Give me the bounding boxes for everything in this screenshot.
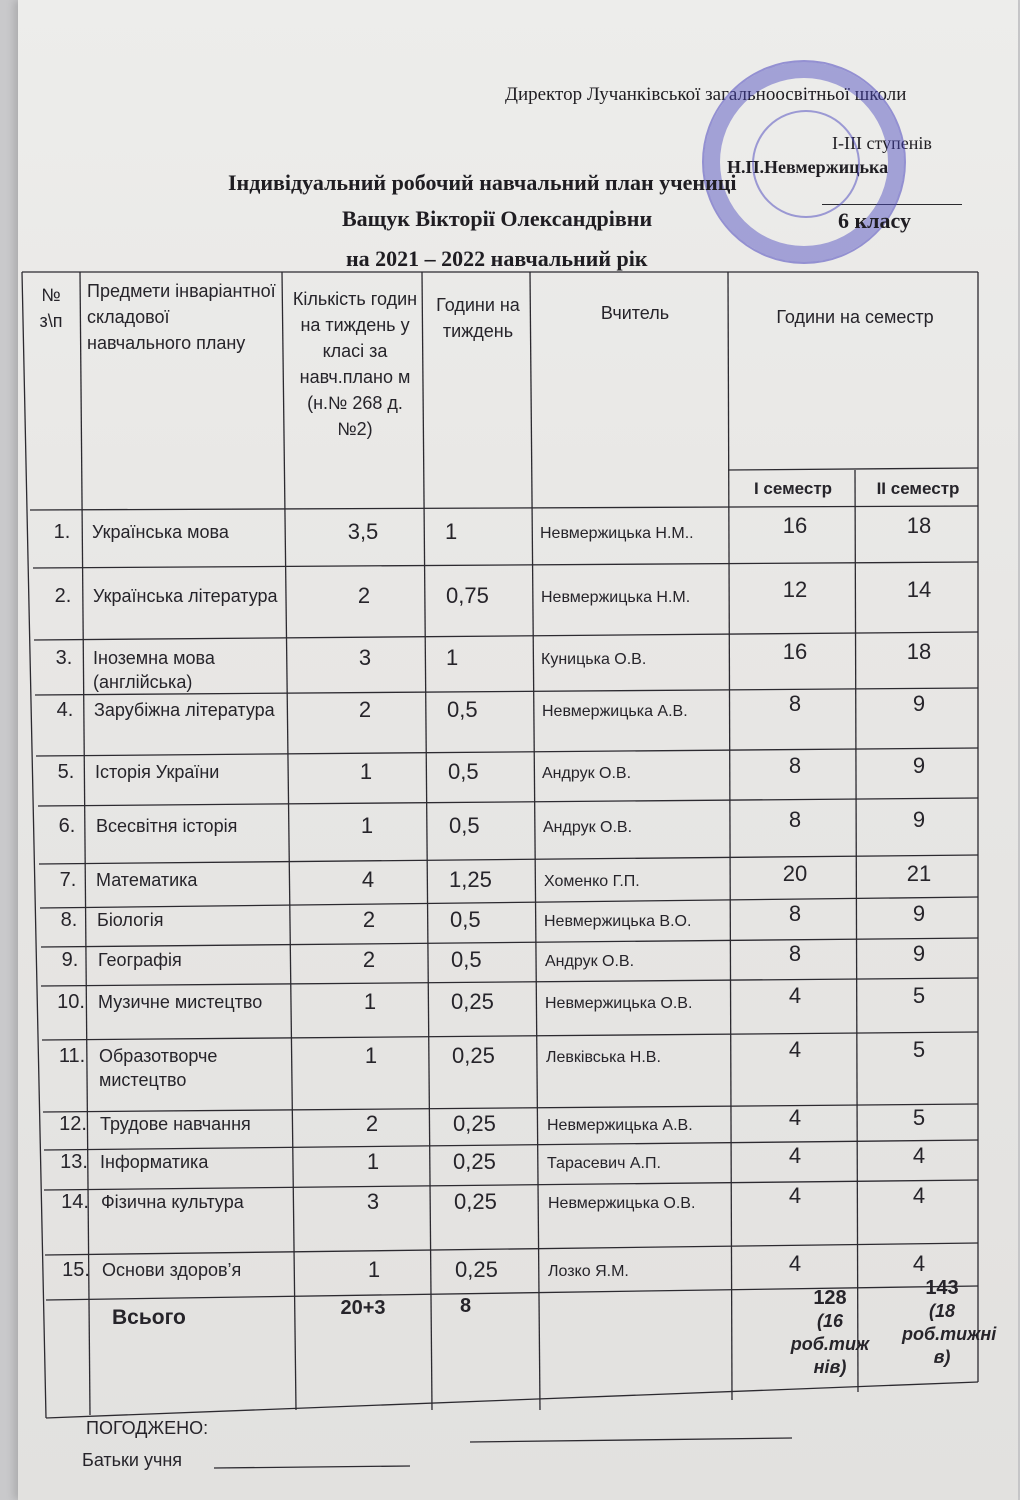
row-plan-hours: 1 [366,1149,380,1174]
row-semester-1: 4 [788,1105,802,1130]
row-semester-1: 16 [782,513,808,538]
row-number: 6. [58,815,76,837]
row-semester-1: 8 [788,753,802,778]
row-number: 5. [57,761,75,783]
row-plan-hours: 2 [357,583,371,608]
row-teacher: Куницька О.В. [541,651,647,668]
row-semester-2: 9 [912,753,926,778]
row-semester-2: 18 [906,639,932,664]
row-week-hours: 0,25 [452,1043,495,1068]
row-teacher: Невмержицька О.В. [545,995,693,1012]
director-name: Н.П.Невмержицька [727,157,889,177]
total-sem2-note: (18 роб.тижні в) [902,1301,997,1367]
row-semester-2: 9 [912,901,926,926]
row-semester-1: 4 [788,983,802,1008]
row-week-hours: 1 [446,645,459,670]
row-subject: Музичне мистецтво [98,992,263,1012]
row-teacher: Андрук О.В. [542,765,632,782]
row-subject: Іноземна мова (англійська) [93,648,215,692]
total-sem1-note: (16 роб.тиж нів) [790,1311,870,1377]
row-semester-1: 12 [782,577,808,602]
row-number: 3. [55,647,73,669]
total-sem1: 128 [813,1287,847,1309]
row-plan-hours: 2 [365,1111,379,1136]
row-subject: Українська література [93,586,278,606]
row-semester-2: 14 [906,577,932,602]
school-level: І-ІІІ ступенів [832,133,932,153]
row-teacher: Андрук О.В. [543,819,633,836]
row-week-hours: 0,5 [449,813,480,838]
row-number: 9. [61,949,79,971]
student-name: Ващук Вікторії Олександрівни [342,206,653,231]
row-subject: Зарубіжна література [94,700,275,720]
total-label: Всього [112,1306,186,1329]
row-number: 12. [59,1113,87,1135]
row-week-hours: 1,25 [449,867,492,892]
row-subject: Історія України [95,762,220,782]
row-plan-hours: 1 [363,989,377,1014]
row-semester-1: 4 [788,1037,802,1062]
row-subject: Образотворче мистецтво [99,1046,218,1090]
header-semester-1: І семестр [753,479,833,498]
row-number: 13. [60,1151,88,1173]
row-plan-hours: 3 [366,1189,380,1214]
row-plan-hours: 2 [362,907,376,932]
row-week-hours: 0,25 [451,989,494,1014]
row-week-hours: 0,75 [446,583,489,608]
row-semester-1: 4 [788,1183,802,1208]
row-subject: Українська мова [92,522,229,542]
row-subject: Інформатика [100,1152,209,1172]
class-label: 6 класу [838,208,911,233]
header-semester-2: ІІ семестр [876,479,960,498]
row-plan-hours: 2 [358,697,372,722]
row-semester-2: 5 [912,1037,926,1062]
header-semester-hours: Години на семестр [776,307,934,327]
row-number: 10. [57,991,85,1013]
row-semester-2: 4 [912,1143,926,1168]
row-teacher: Тарасевич А.П. [547,1155,661,1172]
row-teacher: Левківська Н.В. [546,1049,661,1066]
row-number: 15. [62,1259,90,1281]
row-teacher: Невмержицька Н.М.. [540,525,694,542]
row-teacher: Лозко Я.М. [548,1263,629,1280]
agreed-label: ПОГОДЖЕНО: [86,1418,209,1438]
row-subject: Математика [96,870,198,890]
row-number: 7. [59,869,77,891]
header-hours-week: Години на тиждень [436,295,520,341]
row-week-hours: 0,5 [450,907,481,932]
row-plan-hours: 1 [360,813,374,838]
row-teacher: Невмержицька О.В. [548,1195,696,1212]
row-week-hours: 1 [445,519,458,544]
row-semester-2: 4 [912,1183,926,1208]
row-semester-2: 5 [912,983,926,1008]
row-week-hours: 0,5 [447,697,478,722]
row-semester-2: 21 [906,861,932,886]
total-sem2: 143 [925,1277,959,1299]
row-semester-2: 9 [912,807,926,832]
header-hours-plan: Кількість годин на тиждень у класі за навч.плано м (н.№ 268 д.№2) [292,289,418,439]
row-semester-2: 9 [912,941,926,966]
header-number: № з\п [39,285,63,331]
row-week-hours: 0,25 [453,1149,496,1174]
row-teacher: Хоменко Г.П. [544,873,640,890]
row-number: 14. [61,1191,89,1213]
parents-label: Батьки учня [82,1450,183,1470]
row-subject: Біологія [97,910,164,930]
row-week-hours: 0,25 [454,1189,497,1214]
row-week-hours: 0,5 [451,947,482,972]
row-number: 2. [54,585,72,607]
header-subject: Предмети інваріантної складової навчального плану [87,281,276,353]
row-semester-1: 16 [782,639,808,664]
row-plan-hours: 3,5 [347,519,379,544]
row-week-hours: 0,5 [448,759,479,784]
row-teacher: Невмержицька Н.М. [541,589,691,606]
row-subject: Всесвітня історія [96,816,238,836]
row-subject: Трудове навчання [100,1114,251,1134]
row-semester-2: 9 [912,691,926,716]
row-teacher: Невмержицька В.О. [544,913,692,930]
row-week-hours: 0,25 [455,1257,498,1282]
plan-title: Індивідуальний робочий навчальний план учениці [228,170,737,195]
row-number: 11. [58,1045,86,1067]
row-teacher: Невмержицька А.В. [542,703,688,720]
row-week-hours: 0,25 [453,1111,496,1136]
row-plan-hours: 3 [358,645,372,670]
row-plan-hours: 4 [361,867,375,892]
row-number: 4. [56,699,74,721]
row-subject: Основи здоров’я [102,1260,242,1280]
total-plan: 20+3 [340,1297,386,1319]
row-plan-hours: 2 [362,947,376,972]
school-year: на 2021 – 2022 навчальний рік [346,246,648,271]
row-plan-hours: 1 [367,1257,381,1282]
row-semester-2: 5 [912,1105,926,1130]
row-semester-1: 8 [788,691,802,716]
row-subject: Географія [98,950,182,970]
director-line: Директор Лучанківської загальноосвітньої школи [505,84,907,105]
total-week: 8 [460,1295,472,1317]
row-semester-1: 4 [788,1251,802,1276]
row-number: 8. [60,909,78,931]
row-semester-1: 4 [788,1143,802,1168]
row-number: 1. [53,521,71,543]
row-plan-hours: 1 [359,759,373,784]
row-teacher: Андрук О.В. [545,953,635,970]
row-semester-2: 18 [906,513,932,538]
row-plan-hours: 1 [364,1043,378,1068]
row-subject: Фізична культура [101,1192,244,1212]
row-semester-1: 20 [782,861,808,886]
row-semester-1: 8 [788,901,802,926]
header-teacher: Вчитель [600,303,670,323]
row-teacher: Невмержицька А.В. [547,1117,693,1134]
row-semester-2: 4 [912,1251,926,1276]
row-semester-1: 8 [788,807,802,832]
row-semester-1: 8 [788,941,802,966]
